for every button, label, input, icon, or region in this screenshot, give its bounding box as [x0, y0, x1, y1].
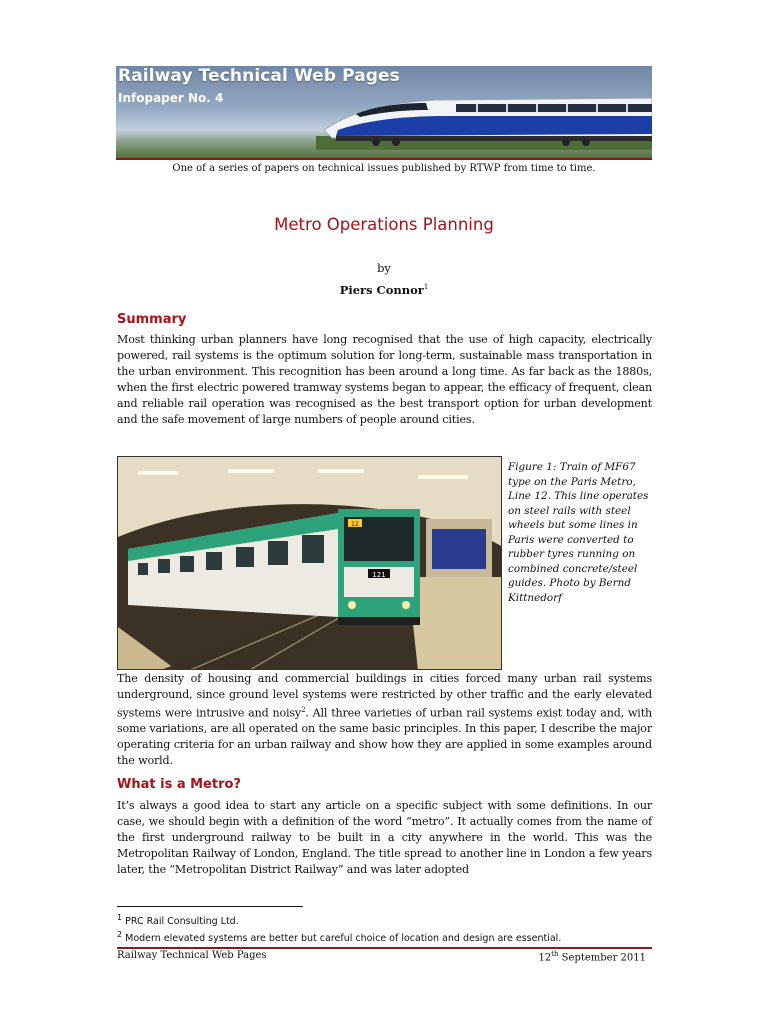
tgv-train-image	[316, 80, 652, 150]
banner-divider	[116, 158, 652, 160]
banner-title: Railway Technical Web Pages	[118, 66, 400, 86]
author-text: Piers Connor	[339, 283, 424, 297]
metro-section-heading: What is a Metro?	[117, 777, 241, 792]
author-footnote-ref: 1	[423, 283, 429, 292]
footnote-2	[117, 930, 561, 944]
metro-train-illustration	[118, 457, 502, 670]
metro-train-photo	[117, 456, 502, 670]
metro-section-paragraph: It’s always a good idea to start any article on a specific subject with some definitions. In our case, we should begin with a definition of the word “metro”. It actually comes from the name of the first underground railway to be built in a city anywhere in the world. This was the Metropolitan Railway of London, England. The title spread to another line in London a few years later, the “Metropolitan District Railway” and was later adopted	[117, 799, 652, 876]
series-note: One of a series of papers on technical issues published by RTWP from time to time.	[172, 163, 596, 174]
footer-date-rest: September 2011	[558, 952, 646, 964]
footnote-2-num: 2	[117, 930, 123, 939]
summary-heading: Summary	[117, 312, 187, 327]
footnote-1	[117, 913, 239, 927]
density-text-before: The density of housing and commercial buildings in cities forced many urban rail systems underground, since ground level systems were restricted by other traffic and the early elevated systems were intrusive and noisy	[117, 672, 652, 720]
banner-subtitle: Infopaper No. 4	[118, 91, 224, 105]
by-label: by	[377, 261, 391, 275]
footer-date	[538, 950, 646, 963]
summary-paragraph: Most thinking urban planners have long recognised that the use of high capacity, electrically powered, rail systems is the optimum solution for long-term, sustainable mass transportation in the urban environment. This recognition has been around a long time. As far back as the 1880s, when the first electric powered tramway systems began to appear, the efficacy of frequent, clean and reliable rail operation was recognised as the best transport option for urban development and the safe movement of large numbers of people around cities.	[117, 333, 652, 426]
train-number: 121	[372, 571, 386, 579]
figure-caption: Figure 1: Train of MF67 type on the Paris Metro, Line 12. This line operates on steel rails with steel wheels but some lines in Paris were converted to rubber tyres running on combined concrete/steel guides. Photo by Bernd Kittnedorf	[508, 461, 649, 604]
header-banner	[116, 66, 652, 158]
train-destination-code: 12	[351, 521, 359, 528]
footnote-1-text: PRC Rail Consulting Ltd.	[125, 916, 239, 928]
author-name	[0, 283, 768, 297]
density-footnote-ref: 2	[301, 705, 306, 714]
document-title: Metro Operations Planning	[274, 215, 494, 234]
footer-publication: Railway Technical Web Pages	[117, 950, 267, 961]
footnote-2-text: Modern elevated systems are better but careful choice of location and design are essential.	[125, 933, 562, 945]
footnote-1-num: 1	[117, 913, 123, 922]
density-text-after: . All three varieties of urban rail systems exist today and, with some variations, are all operated on the same basic principles. In this paper, I describe the major operating criteria for an urban railway and show how they are applied in some examples around the world.	[117, 706, 652, 768]
footer-divider	[117, 947, 652, 949]
footnote-divider	[117, 906, 303, 907]
footer-date-day: 12	[538, 952, 552, 964]
footer-date-suffix: th	[551, 950, 559, 958]
density-paragraph	[117, 671, 652, 769]
